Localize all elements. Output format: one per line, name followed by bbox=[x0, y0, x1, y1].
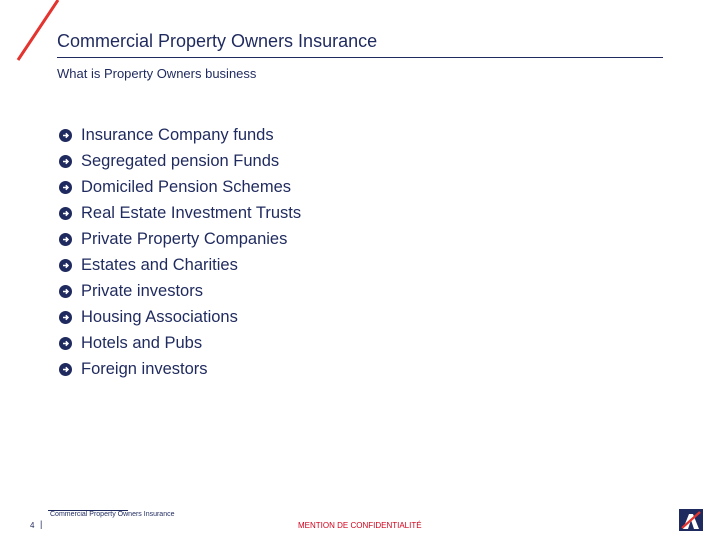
list-item-text: Domiciled Pension Schemes bbox=[81, 177, 292, 196]
list-item bbox=[59, 226, 301, 252]
list-item-text: Estates and Charities bbox=[81, 255, 238, 274]
list-item-text: Private investors bbox=[81, 281, 203, 300]
page-number-separator: | bbox=[40, 519, 43, 529]
arrow-circle-icon bbox=[59, 285, 72, 298]
arrow-circle-icon bbox=[59, 129, 72, 142]
axa-logo-icon bbox=[679, 509, 703, 531]
list-item-text: Segregated pension Funds bbox=[81, 151, 280, 170]
arrow-circle-icon bbox=[59, 363, 72, 376]
title-divider bbox=[57, 57, 663, 58]
arrow-circle-icon bbox=[59, 259, 72, 272]
footer-document-title: Commercial Property Owners Insurance bbox=[50, 511, 175, 518]
list-item bbox=[59, 330, 301, 356]
list-item-text: Housing Associations bbox=[81, 307, 238, 326]
list-item bbox=[59, 356, 301, 382]
page-number: 4 bbox=[30, 521, 35, 530]
list-item bbox=[59, 174, 301, 200]
list-item-text: Foreign investors bbox=[81, 359, 208, 378]
list-item bbox=[59, 200, 301, 226]
list-item-text: Private Property Companies bbox=[81, 229, 288, 248]
list-item bbox=[59, 122, 301, 148]
list-item bbox=[59, 278, 301, 304]
bullet-list bbox=[59, 122, 301, 382]
arrow-circle-icon bbox=[59, 337, 72, 350]
list-item-text: Hotels and Pubs bbox=[81, 333, 203, 352]
list-item-text: Insurance Company funds bbox=[81, 125, 274, 144]
decorative-slash bbox=[0, 0, 60, 65]
list-item bbox=[59, 304, 301, 330]
confidentiality-notice: MENTION DE CONFIDENTIALITÉ bbox=[298, 521, 422, 530]
arrow-circle-icon bbox=[59, 207, 72, 220]
page-title: Commercial Property Owners Insurance bbox=[57, 31, 378, 51]
list-item bbox=[59, 252, 301, 278]
arrow-circle-icon bbox=[59, 311, 72, 324]
arrow-circle-icon bbox=[59, 233, 72, 246]
list-item bbox=[59, 148, 301, 174]
arrow-circle-icon bbox=[59, 181, 72, 194]
arrow-circle-icon bbox=[59, 155, 72, 168]
page-subtitle: What is Property Owners business bbox=[57, 66, 257, 81]
list-item-text: Real Estate Investment Trusts bbox=[81, 203, 302, 222]
